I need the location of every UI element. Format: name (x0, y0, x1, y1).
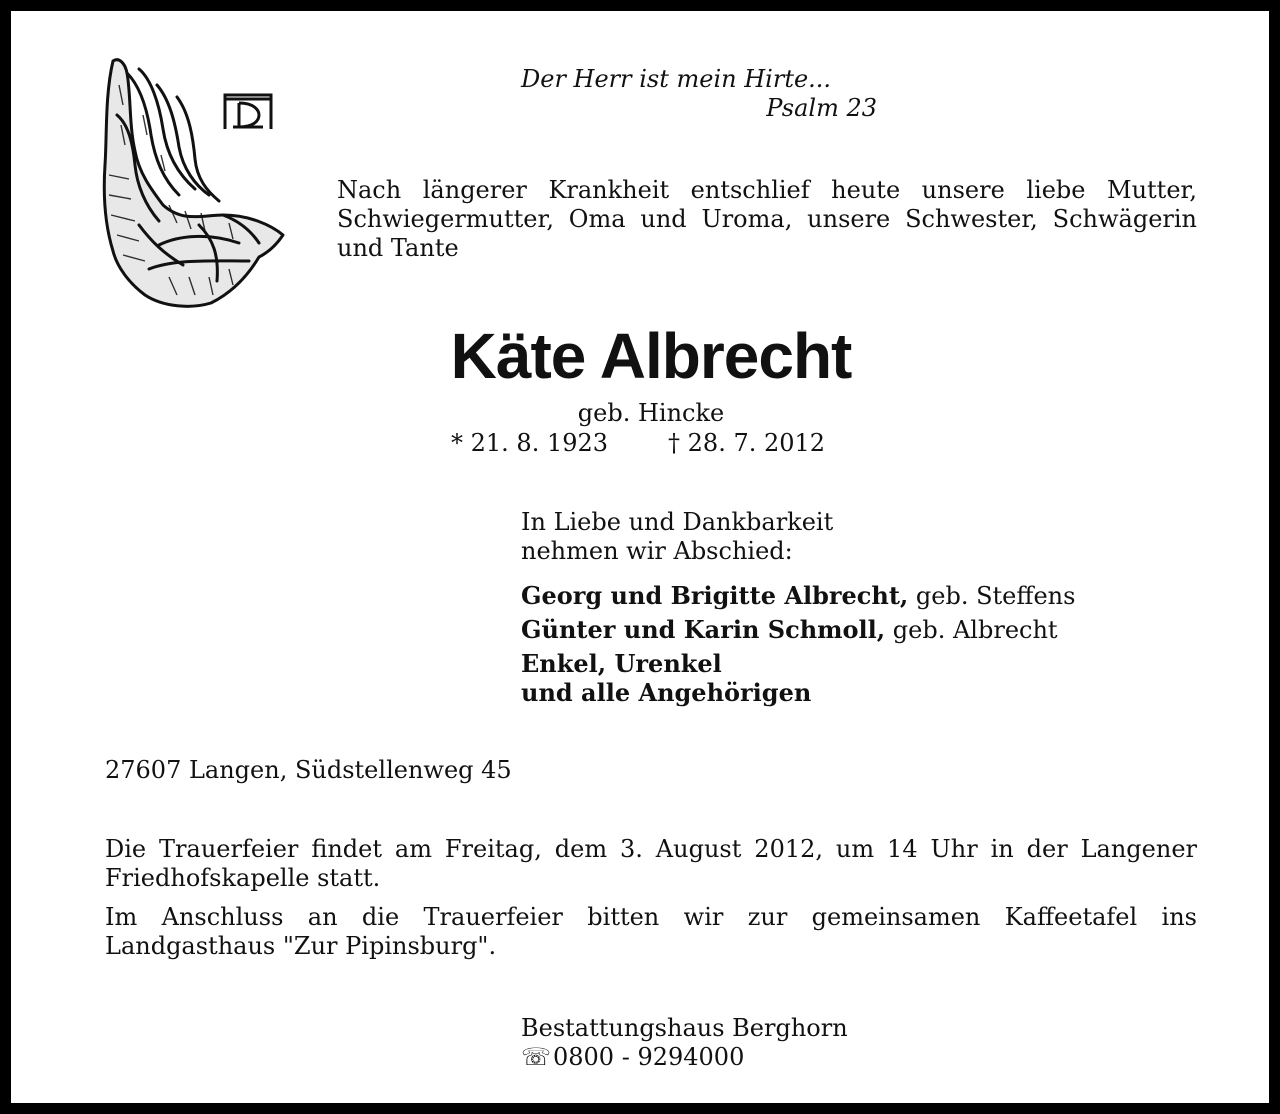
family-member-row (521, 649, 1241, 707)
undertaker-phone: 0800 - 9294000 (553, 1043, 745, 1071)
family-list (521, 581, 1241, 711)
duerer-monogram-icon (221, 89, 275, 131)
psalm-line: Der Herr ist mein Hirte... (521, 65, 832, 93)
phone-icon: ☏ (521, 1043, 552, 1071)
birth-name: geb. Hincke (577, 399, 725, 427)
farewell-text (521, 508, 1221, 566)
family-member-name: Günter und Karin Schmoll, (521, 615, 886, 644)
life-dates (451, 429, 871, 458)
farewell-line: nehmen wir Abschied: (521, 537, 793, 565)
undertaker-block (521, 1014, 1221, 1072)
birth-date: * 21. 8. 1923 (451, 429, 609, 457)
reception-info: Im Anschluss an die Trauerfeier bitten wir zur gemeinsamen Kaffeetafel ins Landgasthaus "Zur Pipinsburg". (105, 903, 1197, 960)
family-member-row (521, 581, 1241, 611)
undertaker-phone-row (521, 1043, 1221, 1072)
family-grandchildren: Enkel, Urenkel (521, 649, 722, 678)
family-relatives: und alle Angehörigen (521, 678, 812, 707)
death-date: † 28. 7. 2012 (668, 429, 826, 457)
family-member-birth-name: geb. Steffens (908, 582, 1076, 610)
family-member-row (521, 615, 1241, 645)
psalm-reference: Psalm 23 (766, 94, 877, 122)
undertaker-name: Bestattungshaus Berghorn (521, 1014, 848, 1042)
intro-text: Nach längerer Krankheit entschlief heute unsere liebe Mutter, Schwiegermutter, Oma und Uroma, unsere Schwester, Schwägerin und Tante (337, 176, 1197, 262)
family-member-name: Georg und Brigitte Albrecht, (521, 581, 909, 610)
deceased-name: Käte Albrecht (450, 320, 852, 392)
address: 27607 Langen, Südstellenweg 45 (105, 756, 512, 784)
ceremony-info: Die Trauerfeier findet am Freitag, dem 3. August 2012, um 14 Uhr in der Langener Friedhofskapelle statt. (105, 835, 1197, 892)
farewell-line: In Liebe und Dankbarkeit (521, 508, 834, 536)
family-member-birth-name: geb. Albrecht (885, 616, 1058, 644)
psalm-quote (521, 65, 877, 123)
